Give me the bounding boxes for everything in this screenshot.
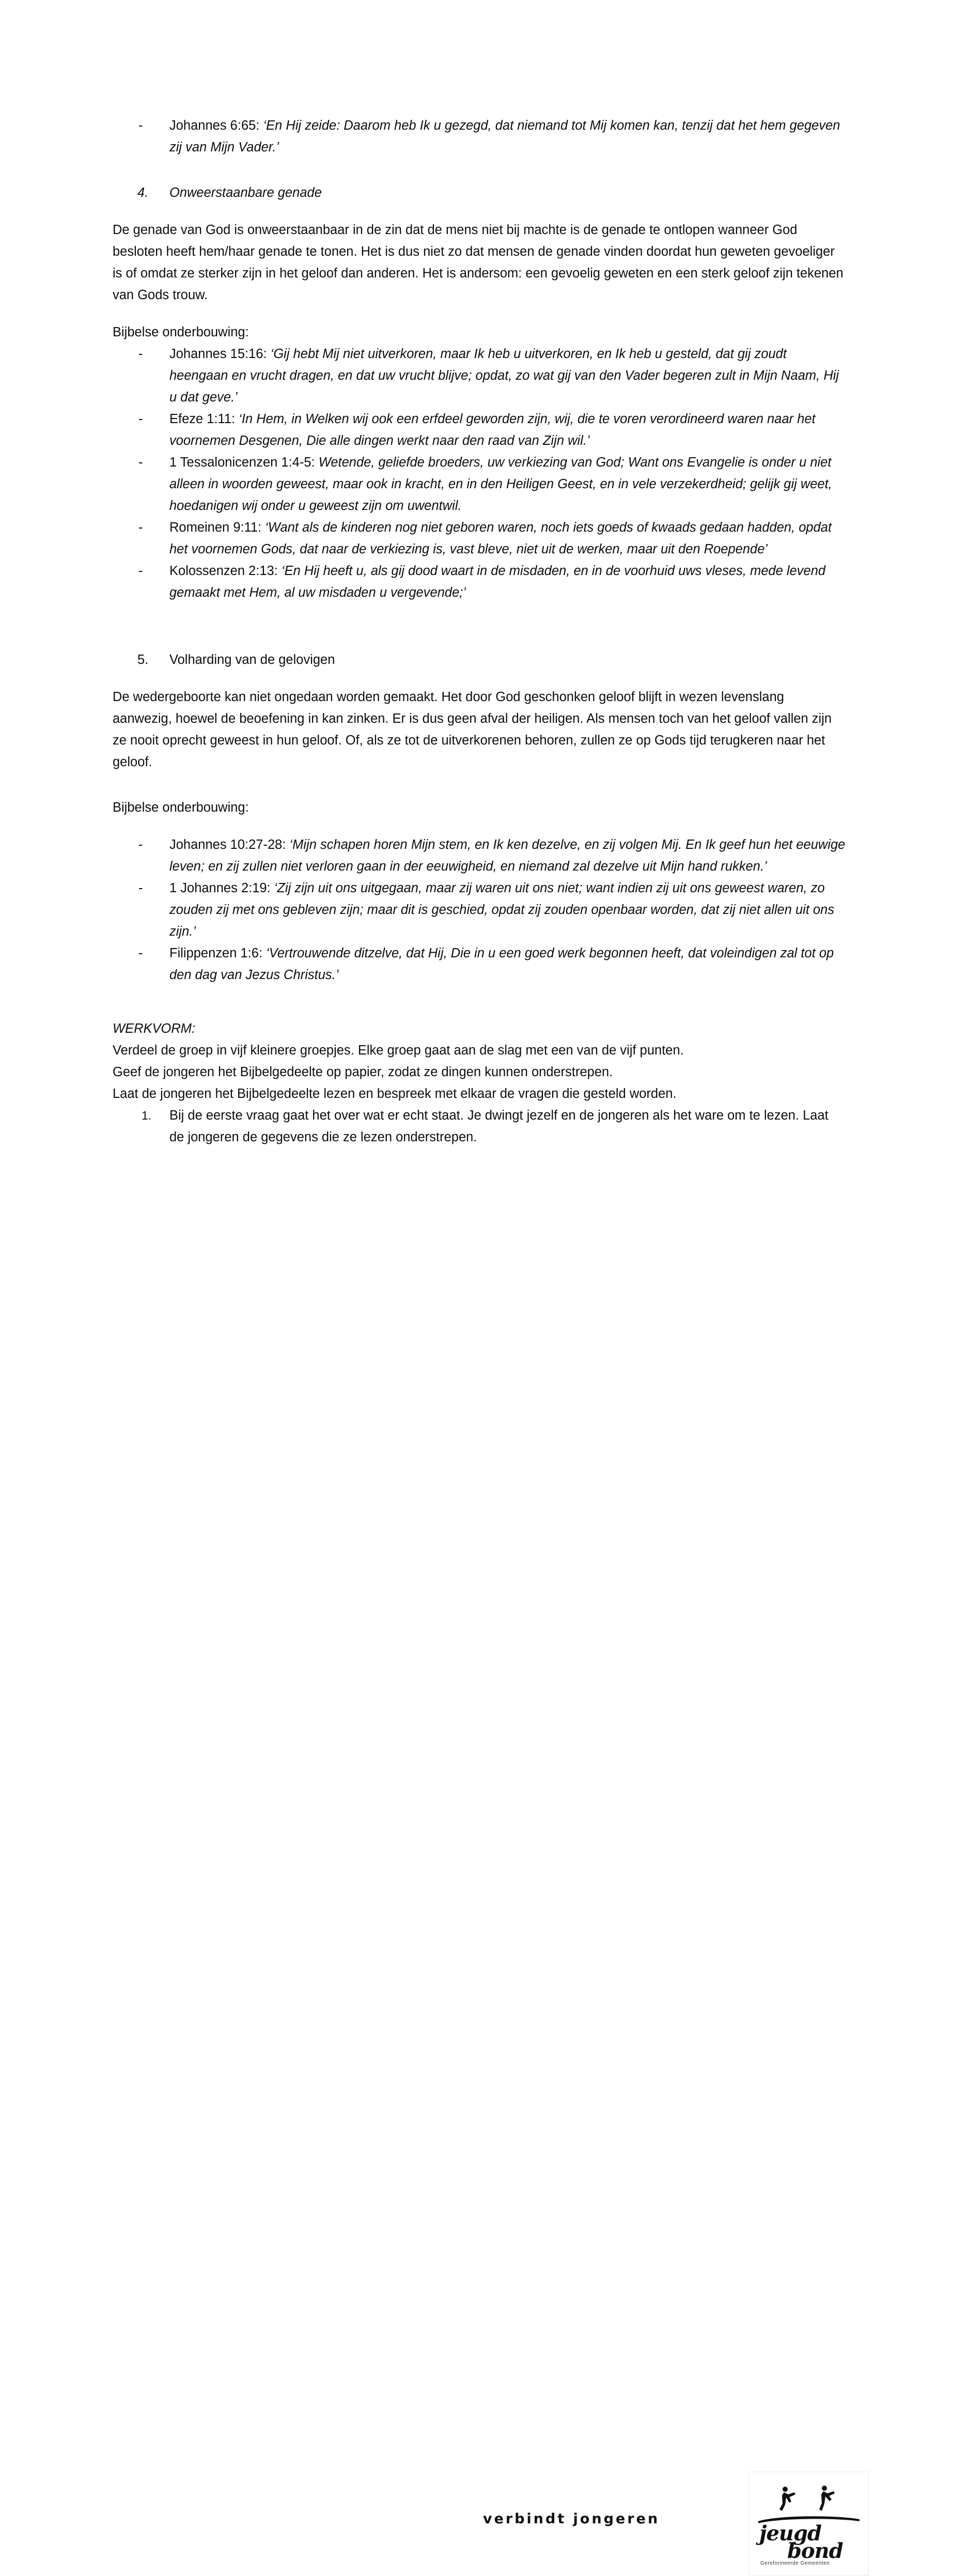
logo-subtitle: Gereformeerde Gemeenten [760,2561,830,2566]
verse-text: ‘Gij hebt Mij niet uitverkoren, maar Ik heb u uitverkoren, en Ik heb u gesteld, dat gij zoudt heengaan en vrucht dragen, en dat uw vrucht blijve; opdat, zo wat gij van den Vader begeren zult in Mijn Naam, Hij u dat geve.’ [169,347,839,405]
dash-marker: - [138,118,143,133]
section-5-heading [113,649,846,671]
verse-reference: Johannes 15:16: [169,347,271,361]
spacer [113,818,846,834]
verse-reference: Johannes 6:65: [169,118,263,133]
spacer [113,986,846,1018]
dash-marker: - [138,455,143,470]
werkvorm-item-1-text: Bij de eerste vraag gaat het over wat er echt staat. Je dwingt jezelf en de jongeren als het ware om te lezen. Laat de jongeren de gegevens die ze lezen onderstrepen. [169,1108,829,1144]
werkvorm-item-1-number: 1. [142,1109,152,1122]
list-item [113,452,846,517]
jeugdbond-logo [755,2478,862,2569]
list-item [113,834,846,877]
verse-reference: Efeze 1:11: [169,412,239,426]
dash-marker: - [138,520,143,535]
list-item [113,115,846,158]
verse-reference: Kolossenzen 2:13: [169,564,282,578]
dash-marker: - [138,347,143,361]
list-item [113,877,846,942]
spacer [113,603,846,649]
verse-text: ‘Want als de kinderen nog niet geboren waren, noch iets goeds of kwaads gedaan hadden, opdat het voornemen Gods, dat naar de verkiezing is, vast bleve, niet uit de werken, maar uit den Roepende’ [169,520,832,556]
dash-marker: - [138,564,143,578]
verse-text: ‘Mijn schapen horen Mijn stem, en Ik ken dezelve, en zij volgen Mij. En Ik geef hun het eeuwige leven; en zij zullen niet verloren gaan in der eeuwigheid, en niemand zal dezelve uit Mijn hand rukken.’ [169,837,846,874]
verse-reference: 1 Johannes 2:19: [169,881,274,895]
section-5-number: 5. [137,653,149,667]
werkvorm-line-1: Verdeel de groep in vijf kleinere groepjes. Elke groep gaat aan de slag met een van de vijf punten. [113,1043,684,1058]
werkvorm-heading: WERKVORM: [113,1021,196,1036]
dash-marker: - [138,946,143,960]
verse-reference: 1 Tessalonicenzen 1:4-5: [169,455,319,470]
werkvorm-line-3: Laat de jongeren het Bijbelgedeelte lezen en bespreek met elkaar de vragen die gesteld worden. [113,1087,677,1101]
section-5-verse-list [113,834,846,986]
section-4-heading [113,182,846,204]
spacer [113,158,846,182]
logo-word-bond: bond [787,2539,843,2563]
list-item [113,560,846,603]
verse-text: ‘En Hij zeide: Daarom heb Ik u gezegd, dat niemand tot Mij komen kan, tenzij dat het hem gegeven zij van Mijn Vader.’ [169,118,840,154]
verse-reference: Filippenzen 1:6: [169,946,267,960]
dash-marker: - [138,837,143,852]
spacer [113,671,846,686]
page-footer [0,1219,953,2566]
section-4-number: 4. [137,185,149,200]
section-4-subheading: Bijbelse onderbouwing: [113,325,249,339]
verse-text: ‘In Hem, in Welken wij ook een erfdeel geworden zijn, wij, die te voren verordineerd waren naar het voornemen Desgenen, Die alle dingen werkt naar den raad van Zijn wil.’ [169,412,816,448]
verse-text: ‘Zij zijn uit ons uitgegaan, maar zij waren uit ons niet; want indien zij uit ons geweest waren, zo zouden zij met ons gebleven zijn; maar dit is geschied, opdat zij zouden openbaar worden, dat zij niet allen uit ons zijn.’ [169,881,835,939]
list-item [113,942,846,986]
runners-icon [771,2482,848,2518]
logo-word-jeugd: jeugd [759,2521,821,2546]
section-5-subheading: Bijbelse onderbouwing: [113,800,249,815]
section-4-verse-list [113,343,846,603]
section-4-title: Onweerstaanbare genade [169,185,322,200]
verse-text: Wetende, geliefde broeders, uw verkiezing van God; Want ons Evangelie is onder u niet alleen in woorden geweest, maar ook in kracht, en in den Heiligen Geest, en in vele verzekerdheid; gelijk gij weet, hoedanigen wij onder u geweest zijn om uwentwil. [169,455,832,513]
verse-text: ‘Vertrouwende ditzelve, dat Hij, Die in u een goed werk begonnen heeft, dat voleindigen zal tot op den dag van Jezus Christus.’ [169,946,834,982]
footer-tagline: verbindt jongeren [483,2511,660,2527]
list-item [113,343,846,408]
dash-marker: - [138,412,143,426]
verse-reference: Johannes 10:27-28: [169,837,290,852]
section-5-body: De wedergeboorte kan niet ongedaan worden gemaakt. Het door God geschonken geloof blijft in wezen levenslang aanwezig, hoewel de beoefening in kan zinken. Er is dus geen afval der heiligen. Als mensen toch van het geloof vallen zijn ze nooit oprecht geweest in hun geloof. Of, als ze tot de uitverkorenen behoren, zullen ze op Gods tijd terugkeren naar het geloof. [113,690,832,769]
top-quote-list [113,115,846,158]
list-item [113,408,846,452]
section-4-body: De genade van God is onweerstaanbaar in de zin dat de mens niet bij machte is de genade te ontlopen wanneer God besloten heeft hem/haar genade te tonen. Het is dus niet zo dat mensen de genade vinden doordat hun geweten gevoeliger is of omdat ze sterker zijn in het geloof dan anderen. Het is andersom: een gevoelig geweten en een sterk geloof zijn tekenen van Gods trouw. [113,223,843,302]
list-item [113,517,846,560]
spacer [113,306,846,321]
verse-reference: Romeinen 9:11: [169,520,265,535]
dash-marker: - [138,881,143,895]
werkvorm-item-1 [113,1105,846,1148]
spacer [113,773,846,797]
werkvorm-line-2: Geef de jongeren het Bijbelgedeelte op papier, zodat ze dingen kunnen onderstrepen. [113,1065,613,1079]
section-5-title: Volharding van de gelovigen [169,653,335,667]
verse-text: ‘En Hij heeft u, als gij dood waart in de misdaden, en in de voorhuid uws vleses, mede levend gemaakt met Hem, al uw misdaden u vergevende;’ [169,564,826,600]
spacer [113,204,846,219]
document-content [113,115,846,1148]
